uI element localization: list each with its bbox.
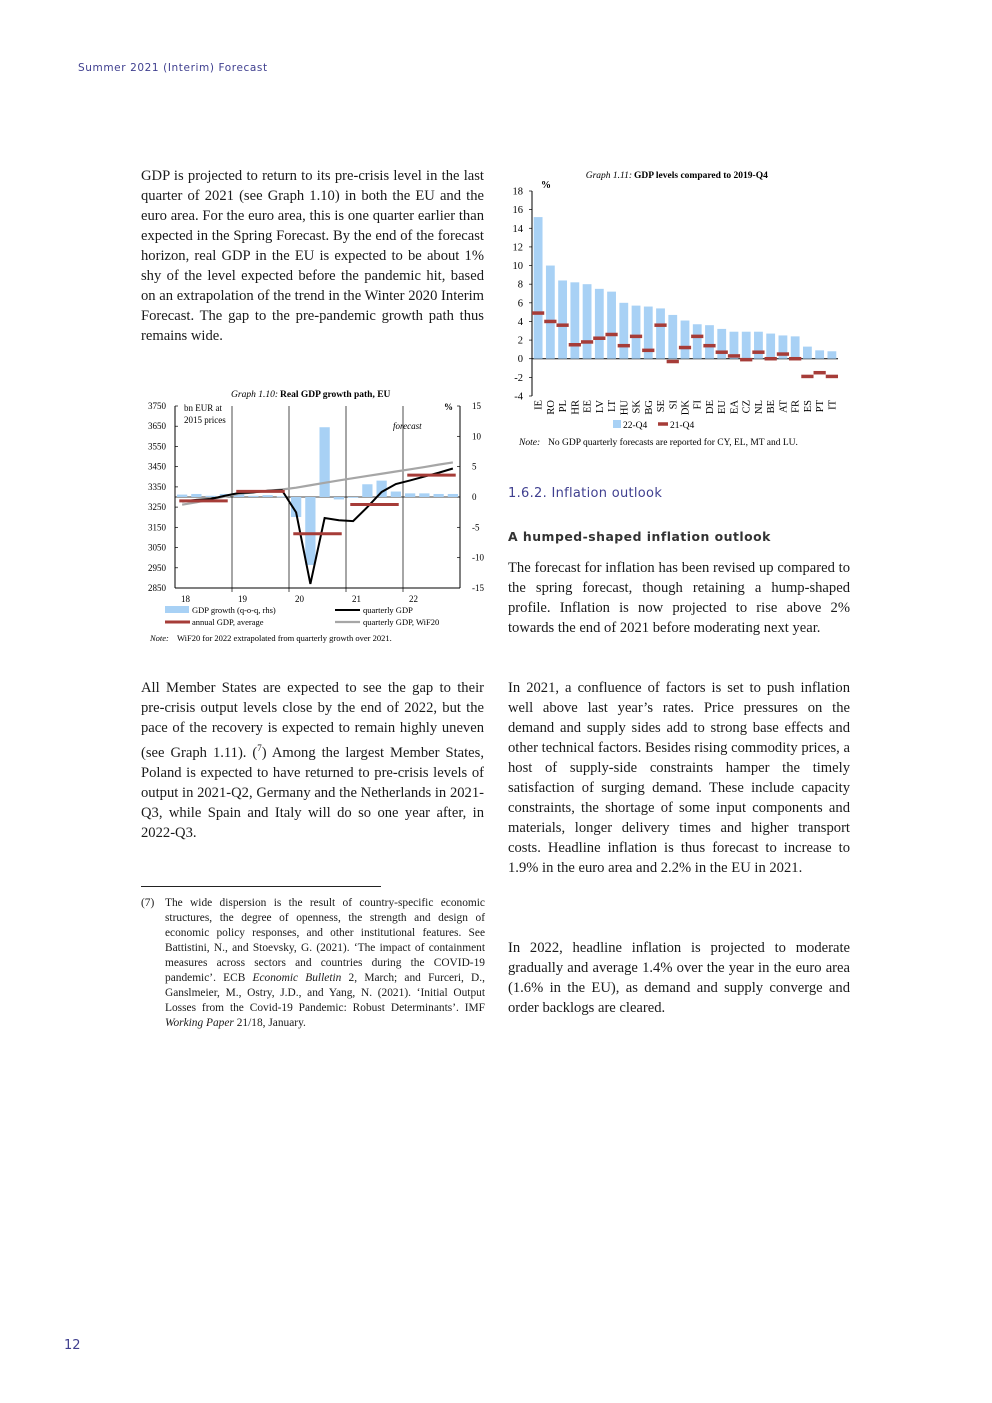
bar-22q4-lt [607, 292, 616, 359]
left-tick-label: 3050 [148, 542, 166, 553]
right-tick-label: 10 [472, 431, 481, 442]
chart-graph-1-11 [506, 164, 862, 459]
footnote-text-a: The wide dispersion is the result of country-specific economic structures, the degree of openness, the strength and design of economic policy responses, and other institutional features. See Battistini, N., and Stoevsky, G. (2021). ‘The impact of containment measures across sectors and countries during the COVID-19 pandemic’. ECB [165, 897, 485, 984]
y-tick-label: 8 [517, 279, 523, 291]
category-label: PT [815, 400, 827, 413]
growth-bar [305, 497, 315, 565]
left-tick-label: 3150 [148, 522, 166, 533]
legend-label-22q4: 22-Q4 [623, 421, 648, 431]
y-tick-label: 10 [512, 261, 523, 273]
y-tick-label: 6 [517, 298, 523, 310]
category-label: DK [680, 400, 692, 416]
y-tick-label: 14 [512, 223, 523, 235]
unit-label: % [541, 180, 551, 191]
legend-swatch-22q4 [613, 420, 621, 428]
category-label: BG [643, 400, 655, 415]
growth-bar [433, 494, 443, 497]
x-tick-label: 21 [352, 594, 361, 604]
left-tick-label: 3350 [148, 481, 166, 492]
left-tick-label: 3250 [148, 502, 166, 513]
growth-bar [177, 495, 187, 497]
left-tick-label: 3450 [148, 461, 166, 472]
right-tick-label: 5 [472, 461, 477, 472]
category-label: EE [582, 400, 594, 413]
chart-1-10-title-prefix: Graph 1.10: [231, 390, 278, 400]
category-label: DE [704, 400, 716, 414]
footnote-text-b: 2, March; and Furceri, D., Ganslmeier, M., Ostry, J.D., and Yang, N. (2021). ‘Initial Output Losses from the Covid-19 Pandemic: Robust Determinants’. IMF [165, 972, 485, 1014]
bar-22q4-de [705, 325, 714, 359]
bar-22q4-pt [815, 350, 824, 358]
category-label: LV [594, 400, 606, 414]
category-label: LT [607, 400, 619, 412]
growth-bar [248, 496, 258, 497]
category-label: IT [827, 400, 839, 410]
footnote-ref[interactable]: 7 [257, 743, 262, 753]
note-text: WiF20 for 2022 extrapolated from quarterly growth over 2021. [177, 633, 392, 643]
growth-bar [362, 484, 372, 497]
y-tick-label: 0 [517, 354, 523, 366]
category-label: SE [656, 400, 668, 413]
right-tick-label: 0 [472, 492, 477, 502]
growth-bar [348, 497, 358, 498]
paragraph-inflation-2021: In 2021, a confluence of factors is set to push inflation well above last year’s rates. Price pressures on the demand and supply sides add to strong base effects and other technical factors. Besides rising commodity prices, a host of supply-side constraints hamper the timely satisfaction of surging demand. These include capacity constraints, the shortage of some input components and materials, longer delivery times and higher transport costs. Headline inflation is thus forecast to increase to 1.9% in the euro area and 2.2% in the EU in 2021. [508, 680, 850, 876]
paragraph-member-states-b: ) Among the largest Member States, Poland is expected to have returned to pre-crisis levels of output in 2021-Q2, Germany and the Netherlands in 2021-Q3, while Spain and Italy will do so one year after, in 2022-Q3. [141, 744, 484, 841]
page-number: 12 [64, 1338, 81, 1353]
growth-bar [262, 495, 272, 497]
bar-22q4-be [766, 334, 775, 359]
x-tick-label: 19 [238, 594, 247, 604]
paragraph-member-states-a: All Member States are expected to see the gap to their pre-crisis output levels close by the end of 2022, but the pace of the recovery is expected to remain highly uneven (see Graph 1.11). ( [141, 680, 484, 761]
bar-22q4-ro [546, 266, 555, 359]
paragraph-member-states [141, 678, 484, 843]
note-text: No GDP quarterly forecasts are reported for CY, EL, MT and LU. [548, 438, 798, 448]
category-label: NL [753, 400, 765, 414]
bar-22q4-cz [742, 332, 751, 359]
left-unit-label: bn EUR at [184, 403, 222, 413]
note-label: Note: [519, 438, 541, 448]
category-label: BE [766, 400, 778, 414]
category-label: EA [729, 400, 741, 414]
y-tick-label: 12 [512, 242, 523, 254]
growth-bar [405, 493, 415, 497]
bar-22q4-se [656, 308, 665, 358]
left-tick-label: 3650 [148, 421, 166, 432]
x-tick-label: 18 [181, 594, 190, 604]
footnote-text-c: 21/18, January. [233, 1017, 306, 1029]
bar-22q4-eu [717, 329, 726, 359]
y-tick-label: -4 [514, 391, 523, 403]
legend-label-21q4: 21-Q4 [670, 421, 695, 431]
chart-1-11-plot [513, 180, 839, 448]
bar-22q4-fi [693, 324, 702, 358]
footnote-em-a: Economic Bulletin [252, 972, 342, 984]
category-label: FR [790, 400, 802, 413]
footnote-divider [141, 886, 381, 887]
y-tick-label: 4 [517, 316, 523, 328]
left-tick-label: 3550 [148, 441, 166, 452]
chart-1-11-title-prefix: Graph 1.11: [585, 171, 632, 181]
bar-22q4-ee [583, 284, 592, 359]
bar-22q4-hu [619, 303, 628, 359]
bar-22q4-si [668, 315, 677, 359]
bar-22q4-ie [534, 217, 543, 359]
bar-22q4-dk [681, 321, 690, 359]
bar-22q4-nl [754, 332, 763, 359]
note-label: Note: [150, 633, 169, 643]
x-tick-label: 20 [295, 594, 304, 604]
paragraph-inflation-2022: In 2022, headline inflation is projected to moderate gradually and average 1.4% over the year in the euro area (1.6% in the EU), as demand and supply converge and order backlogs are cleared. [508, 940, 850, 1016]
bar-22q4-es [803, 347, 812, 359]
category-label: ES [802, 400, 814, 413]
y-tick-label: 16 [512, 205, 523, 217]
category-label: HU [619, 400, 631, 416]
category-label: SI [668, 400, 680, 410]
right-tick-label: -15 [472, 583, 484, 593]
x-tick-label: 22 [409, 594, 418, 604]
growth-bar [334, 497, 344, 499]
chart-1-10-plot [148, 401, 484, 643]
category-label: FI [692, 400, 704, 410]
paragraph-gdp-outlook: GDP is projected to return to its pre-crisis level in the last quarter of 2021 (see Graph 1.10) in both the EU and the euro area. For the euro area, this is one quarter earlier than expected in the Spring Forecast. By the end of the forecast horizon, real GDP in the EU is expected to be about 1% shy of the level expected before the pandemic hit, based on an extrapolation of the trend in the Winter 2020 Interim Forecast. The gap to the pre-pandemic growth path thus remains wide. [141, 168, 484, 344]
legend-label-annual: annual GDP, average [192, 617, 264, 627]
paragraph-inflation-revision: The forecast for inflation has been revised up compared to the spring forecast, though retaining a hump-shaped profile. Inflation is now projected to rise above 2% towards the end of 2021 before moderating next year. [508, 560, 850, 636]
y-tick-label: -2 [514, 372, 523, 384]
bar-22q4-fr [791, 336, 800, 358]
chart-graph-1-10 [140, 384, 500, 654]
category-label: IE [533, 400, 545, 410]
right-tick-label: -5 [472, 522, 480, 533]
wif20-line [182, 462, 453, 504]
y-tick-label: 2 [517, 335, 523, 347]
bar-22q4-sk [632, 306, 641, 359]
category-label: EU [717, 400, 729, 414]
bar-22q4-it [827, 351, 836, 358]
growth-bar [419, 493, 429, 497]
growth-bar [391, 492, 401, 497]
y-tick-label: 18 [512, 186, 523, 198]
bar-22q4-lv [595, 289, 604, 359]
growth-bar [205, 496, 215, 497]
section-heading: 1.6.2. Inflation outlook [508, 486, 663, 501]
category-label: SK [631, 400, 643, 414]
chart-1-10-title: Real GDP growth path, EU [280, 390, 391, 400]
footnote-text [165, 896, 485, 1031]
category-label: HR [570, 400, 582, 415]
growth-bar [191, 494, 201, 497]
category-label: CZ [741, 400, 753, 414]
bar-22q4-hr [570, 282, 579, 358]
running-header: Summer 2021 (Interim) Forecast [78, 62, 268, 74]
chart-1-11-title: GDP levels compared to 2019-Q4 [634, 171, 768, 181]
legend-label-growth: GDP growth (q-o-q, rhs) [192, 605, 276, 615]
left-tick-label: 2950 [148, 562, 166, 573]
left-unit-label-2: 2015 prices [184, 415, 226, 425]
growth-bar [448, 494, 458, 497]
legend-label-wif20: quarterly GDP, WiF20 [363, 617, 440, 627]
bar-22q4-pl [558, 280, 567, 358]
category-label: PL [558, 400, 570, 413]
footnote-em-b: Working Paper [165, 1017, 234, 1029]
quarterly-gdp-line [182, 468, 453, 583]
subheading: A humped-shaped inflation outlook [508, 529, 771, 544]
right-unit-label: % [444, 402, 453, 412]
forecast-label: forecast [393, 421, 422, 431]
right-tick-label: 15 [472, 401, 481, 411]
growth-bar [319, 427, 329, 497]
legend-swatch-growth [165, 606, 189, 613]
left-tick-label: 3750 [148, 401, 166, 411]
category-label: RO [545, 400, 557, 415]
legend-label-quarterly: quarterly GDP [363, 605, 413, 615]
left-tick-label: 2850 [148, 583, 166, 593]
footnote [141, 896, 485, 1031]
footnote-marker: (7) [141, 897, 155, 909]
category-label: AT [778, 400, 790, 413]
right-tick-label: -10 [472, 552, 484, 563]
